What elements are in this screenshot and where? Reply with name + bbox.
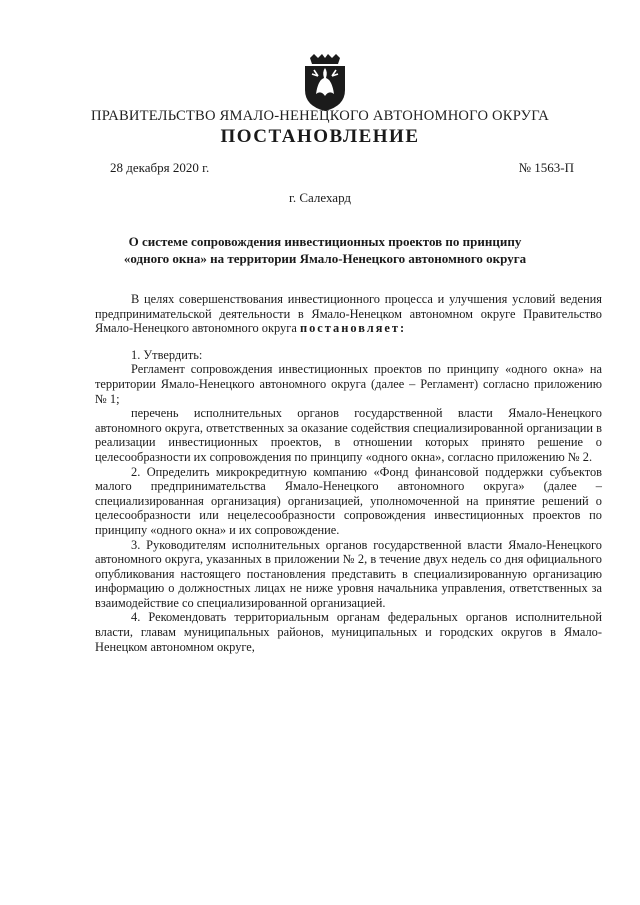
document-type: ПОСТАНОВЛЕНИЕ [220, 126, 420, 147]
clause-paragraph: 3. Руководителям исполнительных органов государственной власти Ямало-Ненецкого автономного округа, указанных в приложении № 2, в течение двух недель со дня официального опубликования настоящего постановления представить в специализированную организацию информацию о должностных лицах не ниже уровня начальника управления, ответственных за взаимодействие со специализированной организацией. [95, 537, 602, 610]
clause-paragraph: Регламент сопровождения инвестиционных проектов по принципу «одного окна» на территории Ямало-Ненецкого автономного округа (далее – Регламент) согласно приложению № 1; [95, 362, 602, 406]
intro-action: постановляет: [299, 321, 407, 336]
clause-paragraph: 2. Определить микрокредитную компанию «Фонд финансовой поддержки субъектов малого предпринимательства Ямало-Ненецкого автономного округа» (далее – специализированная организация) организацией, уполномоченной на принятие решений о целесообразности или нецелесообразности сопровождения инвестиционных проектов по принципу «одного окна» и их сопровождение. [95, 464, 602, 537]
government-name: ПРАВИТЕЛЬСТВО ЯМАЛО-НЕНЕЦКОГО АВТОНОМНОГО ОКРУГА [91, 108, 549, 124]
intro-paragraph [95, 292, 602, 336]
decree-number: № 1563-П [518, 160, 574, 175]
intro-text: В целях совершенствования инвестиционного процесса и улучшения условий ведения предпринимательской деятельности в Ямало-Ненецком автономном округе Правительство Ямало-Ненецкого автономного округа [95, 292, 602, 336]
coat-of-arms-emblem [300, 54, 350, 112]
decree-city: г. Салехард [288, 190, 352, 205]
decree-date: 28 декабря 2020 г. [110, 160, 210, 175]
clause-paragraph: перечень исполнительных органов государственной власти Ямало-Ненецкого автономного округа, ответственных за оказание содействия специализированной организации в реализации инвестиционных проектов, в отношении которых принято решение о целесообразности их сопровождения по принципу «одного окна», согласно приложению № 2. [95, 406, 602, 464]
document-body [95, 292, 602, 654]
clause-paragraph: 4. Рекомендовать территориальным органам федеральных органов исполнительной власти, главам муниципальных районов, муниципальных и городских округов в Ямало-Ненецком автономном округе, [95, 610, 602, 654]
clause-paragraph: 1. Утвердить: [131, 347, 203, 362]
document-title: О системе сопровождения инвестиционных проектов по принципу «одного окна» на территории Ямало-Ненецкого автономного округа [123, 234, 527, 266]
